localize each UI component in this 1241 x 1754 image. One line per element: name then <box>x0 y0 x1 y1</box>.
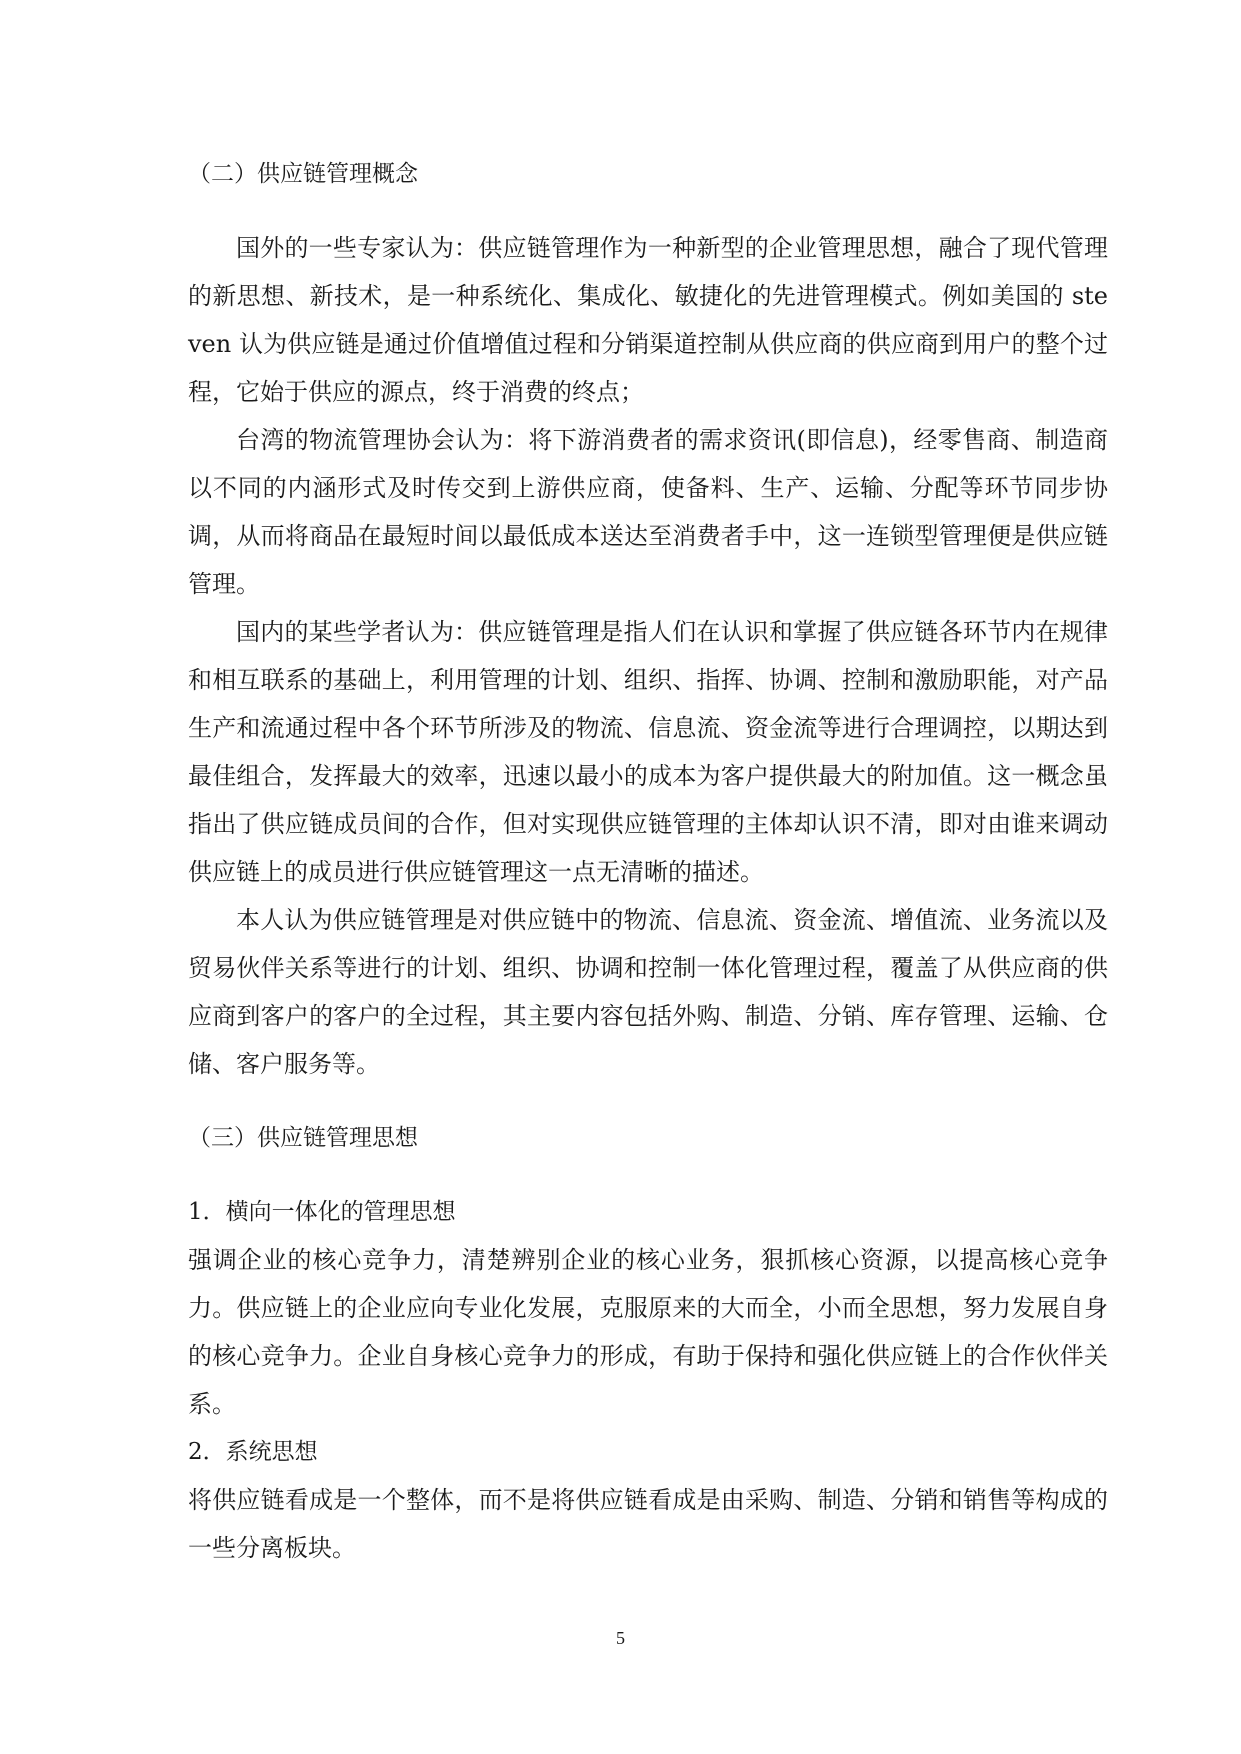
section-heading-2: （二）供应链管理概念 <box>188 161 418 187</box>
paragraph-taiwan-association: 台湾的物流管理协会认为：将下游消费者的需求资讯(即信息)，经零售商、制造商以不同的内涵形式及时传交到上游供应商，使备料、生产、运输、分配等环节同步协调，从而将商品在最短时间以最低成本送达至消费者手中，这一连锁型管理便是供应链管理。 <box>188 426 1108 598</box>
item-heading-2: 2．系统思想 <box>188 1439 318 1465</box>
paragraph-author-view: 本人认为供应链管理是对供应链中的物流、信息流、资金流、增值流、业务流以及贸易伙伴关系等进行的计划、组织、协调和控制一体化管理过程，覆盖了从供应商的供应商到客户的客户的全过程，其主要内容包括外购、制造、分销、库存管理、运输、仓储、客户服务等。 <box>188 906 1108 1078</box>
item-text-2: 将供应链看成是一个整体，而不是将供应链看成是由采购、制造、分销和销售等构成的一些分离板块。 <box>188 1486 1108 1562</box>
paragraph-domestic-scholars: 国内的某些学者认为：供应链管理是指人们在认识和掌握了供应链各环节内在规律和相互联系的基础上，利用管理的计划、组织、指挥、协调、控制和激励职能，对产品生产和流通过程中各个环节所涉及的物流、信息流、资金流等进行合理调控，以期达到最佳组合，发挥最大的效率，迅速以最小的成本为客户提供最大的附加值。这一概念虽指出了供应链成员间的合作，但对实现供应链管理的主体却认识不清，即对由谁来调动供应链上的成员进行供应链管理这一点无清晰的描述。 <box>188 618 1108 886</box>
spacer <box>188 1088 1108 1114</box>
spacer <box>188 198 1108 224</box>
paragraph-foreign-experts: 国外的一些专家认为：供应链管理作为一种新型的企业管理思想，融合了现代管理的新思想、新技术，是一种系统化、集成化、敏捷化的先进管理模式。例如美国的 steven 认为供应链是通过价值增值过程和分销渠道控制从供应商的供应商到用户的整个过程，它始于供应的源点，终于消费的终点； <box>188 234 1108 406</box>
section-heading-3: （三）供应链管理思想 <box>188 1125 418 1151</box>
item-heading-1: 1．横向一体化的管理思想 <box>188 1199 456 1225</box>
page-body <box>188 150 1108 1572</box>
page-number: 5 <box>616 1628 625 1648</box>
spacer <box>188 1162 1108 1188</box>
item-text-1: 强调企业的核心竞争力，清楚辨别企业的核心业务，狠抓核心资源，以提高核心竞争力。供应链上的企业应向专业化发展，克服原来的大而全，小而全思想，努力发展自身的核心竞争力。企业自身核心竞争力的形成，有助于保持和强化供应链上的合作伙伴关系。 <box>188 1246 1108 1418</box>
